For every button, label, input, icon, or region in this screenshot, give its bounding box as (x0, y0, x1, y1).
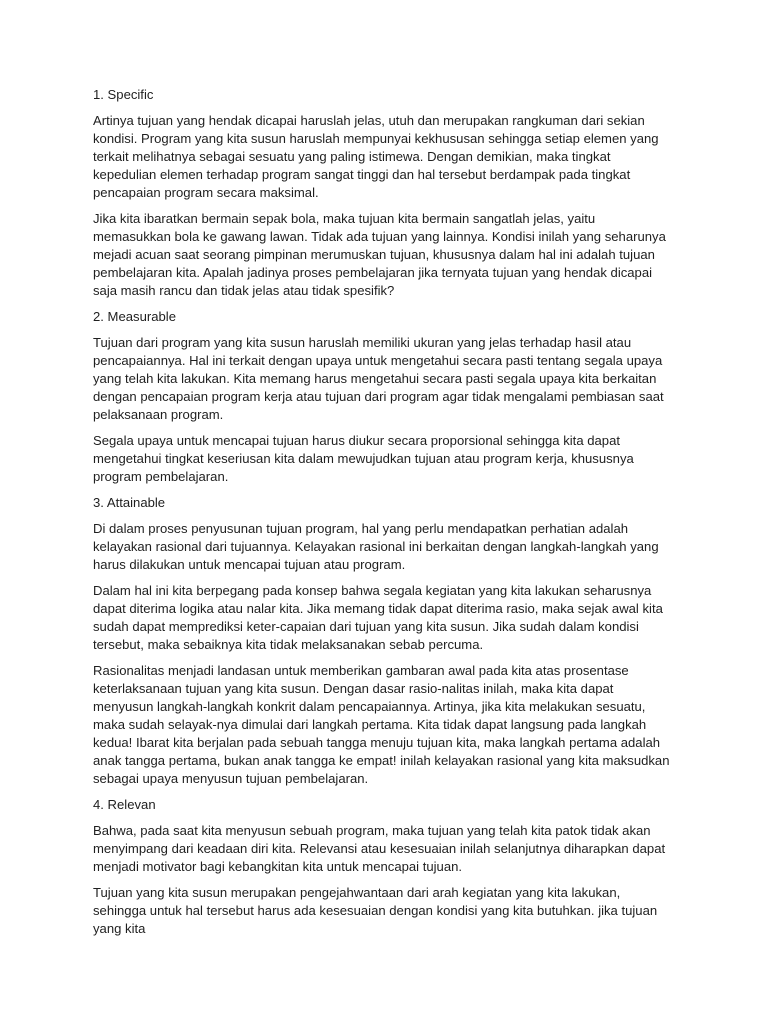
section-attainable (93, 494, 673, 788)
section-specific (93, 86, 673, 300)
paragraph: Dalam hal ini kita berpegang pada konsep bahwa segala kegiatan yang kita lakukan seharusnya dapat diterima logika atau nalar kita. Jika memang tidak dapat diterima rasio, maka sejak awal kita sudah dapat memprediksi keter-capaian dari tujuan yang kita susun. Jika sudah dalam kondisi tersebut, maka sebaiknya kita tidak melaksanakan sebab percuma. (93, 583, 663, 652)
section-heading: 1. Specific (93, 87, 154, 102)
section-heading: 3. Attainable (93, 495, 166, 510)
section-heading: 4. Relevan (93, 797, 156, 812)
paragraph: Tujuan dari program yang kita susun haruslah memiliki ukuran yang jelas terhadap hasil atau pencapaiannya. Hal ini terkait dengan upaya untuk mengetahui secara pasti tentang segala upaya yang telah kita lakukan. Kita memang harus mengetahui secara pasti segala upaya kita berkaitan dengan pencapaian program kerja atau tujuan dari program agar tidak mengalami pembiasan saat pelaksanaan program. (93, 335, 664, 422)
paragraph: Tujuan yang kita susun merupakan pengejahwantaan dari arah kegiatan yang kita lakukan, sehingga untuk hal tersebut harus ada kesesuaian dengan kondisi yang kita butuhkan. jika tujuan yang kita (93, 885, 658, 936)
paragraph: Di dalam proses penyusunan tujuan program, hal yang perlu mendapatkan perhatian adalah kelayakan rasional dari tujuannya. Kelayakan rasional ini berkaitan dengan langkah-langkah yang harus dilakukan untuk mencapai tujuan atau program. (93, 521, 659, 572)
paragraph: Bahwa, pada saat kita menyusun sebuah program, maka tujuan yang telah kita patok tidak akan menyimpang dari keadaan diri kita. Relevansi atau kesesuaian inilah selanjutnya diharapkan dapat menjadi motivator bagi kebangkitan kita untuk mencapai tujuan. (93, 823, 666, 874)
paragraph: Artinya tujuan yang hendak dicapai haruslah jelas, utuh dan merupakan rangkuman dari sekian kondisi. Program yang kita susun haruslah mempunyai kekhususan sehingga setiap elemen yang terkait melihatnya sebagai sesuatu yang paling istimewa. Dengan demikian, maka tingkat kepedulian elemen terhadap program sangat tinggi dan hal tersebut berdampak pada tingkat pencapaian program secara maksimal. (93, 113, 659, 200)
paragraph: Rasionalitas menjadi landasan untuk memberikan gambaran awal pada kita atas prosentase keterlaksanaan tujuan yang kita susun. Dengan dasar rasio-nalitas inilah, maka kita dapat menyusun langkah-langkah konkrit dalam pencapaiannya. Artinya, jika kita melakukan sesuatu, maka sudah selayak-nya dimulai dari langkah pertama. Kita tidak dapat langsung pada langkah kedua! Ibarat kita berjalan pada sebuah tangga menuju tujuan kita, maka langkah pertama adalah anak tangga pertama, bukan anak tangga ke empat! inilah kelayakan rasional yang kita maksudkan sebagai upaya menyusun tujuan pembelajaran. (93, 663, 670, 786)
paragraph: Jika kita ibaratkan bermain sepak bola, maka tujuan kita bermain sangatlah jelas, yaitu memasukkan bola ke gawang lawan. Tidak ada tujuan yang lainnya. Kondisi inilah yang seharunya mejadi acuan saat seorang pimpinan merumuskan tujuan, khususnya dalam hal ini adalah tujuan pembelajaran kita. Apalah jadinya proses pembelajaran jika ternyata tujuan yang hendak dicapai saja masih rancu dan tidak jelas atau tidak spesifik? (93, 211, 666, 298)
section-heading: 2. Measurable (93, 309, 176, 324)
section-relevan (93, 796, 673, 938)
paragraph: Segala upaya untuk mencapai tujuan harus diukur secara proporsional sehingga kita dapat mengetahui tingkat keseriusan kita dalam mewujudkan tujuan atau program kerja, khususnya program pembelajaran. (93, 433, 634, 484)
document-page (93, 86, 673, 946)
section-measurable (93, 308, 673, 486)
